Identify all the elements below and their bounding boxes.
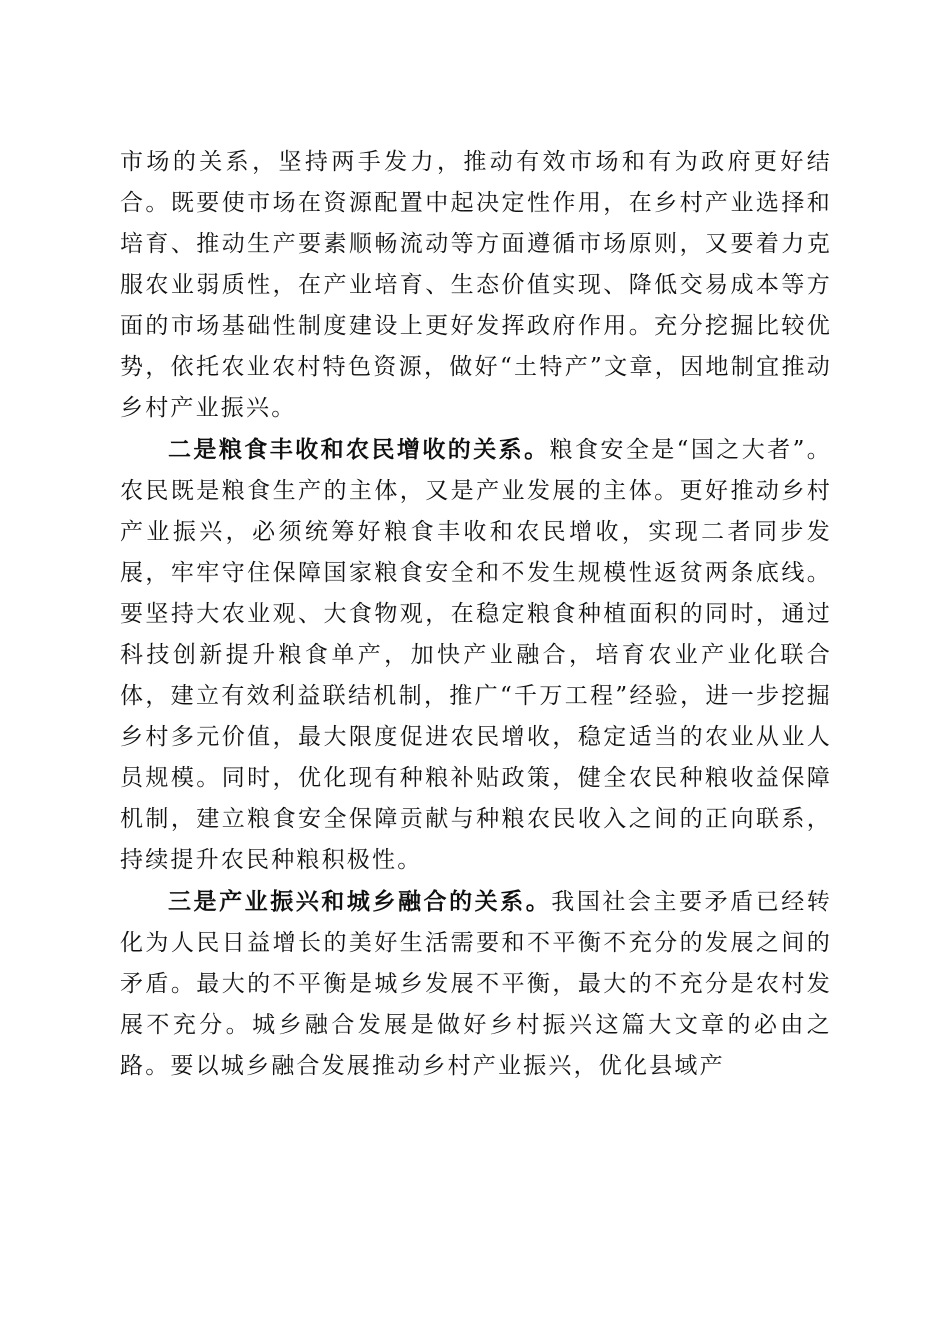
paragraph-text: 粮食安全是“国之大者”。农民既是粮食生产的主体，又是产业发展的主体。更好推动乡村产业振兴，必须统筹好粮食丰收和农民增收，实现二者同步发展，牢牢守住保障国家粮食安全和不发生规模性返贫两条底线。要坚持大农业观、大食物观，在稳定粮食种植面积的同时，通过科技创新提升粮食单产，加快产业融合，培育农业产业化联合体，建立有效利益联结机制，推广“千万工程”经验，进一步挖掘乡村多元价值，最大限度促进农民增收，稳定适当的农业从业人员规模。同时，优化现有种粮补贴政策，健全农民种粮收益保障机制，建立粮食安全保障贡献与种粮农民收入之间的正向联系，持续提升农民种粮积极性。 — [120, 437, 833, 873]
paragraph-continuation — [120, 142, 832, 429]
paragraph-heading: 二是粮食丰收和农民增收的关系。 — [168, 436, 550, 463]
document-body — [120, 142, 832, 1087]
paragraph-text: 市场的关系，坚持两手发力，推动有效市场和有为政府更好结合。既要使市场在资源配置中起决定性作用，在乡村产业选择和培育、推动生产要素顺畅流动等方面遵循市场原则，又要着力克服农业弱质性，在产业培育、生态价值实现、降低交易成本等方面的市场基础性制度建设上更好发挥政府作用。充分挖掘比较优势，依托农业农村特色资源，做好“土特产”文章，因地制宜推动乡村产业振兴。 — [120, 149, 832, 421]
paragraph-urban-rural — [120, 881, 832, 1087]
paragraph-text: 我国社会主要矛盾已经转化为人民日益增长的美好生活需要和不平衡不充分的发展之间的矛盾。最大的不平衡是城乡发展不平衡，最大的不充分是农村发展不充分。城乡融合发展是做好乡村振兴这篇大文章的必由之路。要以城乡融合发展推动乡村产业振兴，优化县域产 — [120, 889, 833, 1079]
paragraph-heading: 三是产业振兴和城乡融合的关系。 — [168, 888, 552, 915]
paragraph-grain-harvest — [120, 429, 832, 881]
